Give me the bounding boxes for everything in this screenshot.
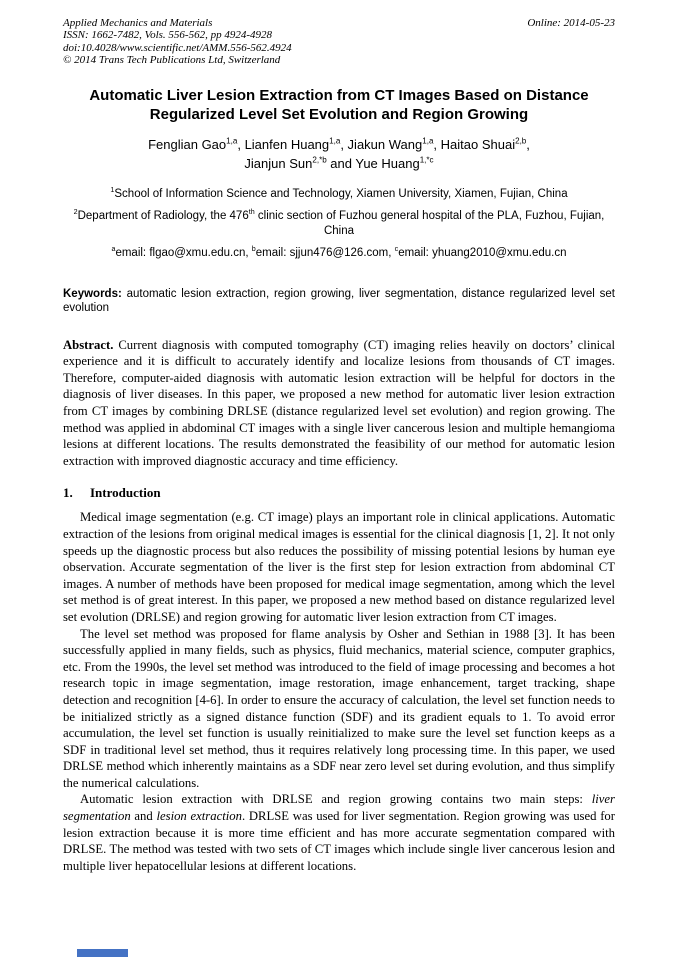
journal-doi-line: doi:10.4028/www.scientific.net/AMM.556-562.4924 (63, 41, 292, 54)
author-emails: $^a$email: flgao@xmu.edu.cn, $^b$email: sjjun476@126.com, $^c$email: yhuang2010@xmu.edu.cn (111, 245, 567, 260)
section-number: 1. (63, 485, 73, 501)
journal-header (63, 17, 615, 67)
journal-header-left (63, 17, 292, 67)
intro-paragraph-1: Medical image segmentation (e.g. CT image) plays an important role in clinical applications. Automatic extraction of the lesions from original medical images is essential for the clinical diagnosis [1, 2]. It not only speeds up the diagnostic process but also reduces the possibility of missing potential lesions by human eye observation. Accurate segmentation of the liver is the first step for lesion extraction from abdominal CT images. A number of methods have been proposed for medical image segmentation, among which the level set method is of great interest. In this paper, we proposed a new method based on distance regularized level set evolution (DRLSE) and region growing for automatic liver lesion extraction from CT images. (63, 510, 615, 624)
affiliation-2: $^2$Department of Radiology, the 476th clinic section of Fuzhou general hospital of the PLA, Fuzhou, Fujian, China (73, 208, 605, 237)
paper-title: Automatic Liver Lesion Extraction from CT Images Based on Distance Regularized Level Set Evolution and Region Growing (89, 86, 589, 124)
journal-name: Applied Mechanics and Materials (63, 17, 213, 29)
intro-paragraph-2: The level set method was proposed for flame analysis by Osher and Sethian in 1988 [3]. It has been successfully applied in many fields, such as physics, fluid mechanics, material science, computer graphics, etc. From the 1990s, the level set method was introduced to the field of image processing and becomes a hot research topic in image segmentation, image restoration, image enhancement, target tracking, shape detection and recognition [4-6]. In order to ensure the accuracy of calculation, the level set function needs to be initialized strictly as a signed distance function (SDF) and its gradient equals to 1. To avoid error accumulation, the level set function is usually reinitialized to make sure the level set function keeps as a SDF in traditional level set method, thus it requires relatively long processing time. In this paper, we used DRLSE method which inherently maintains as a SDF near zero level set during evolution, and thus simplify the numerical calculations. (63, 626, 615, 790)
online-date: Online: 2014-05-23 (527, 17, 615, 29)
authors-line-2: Jianjun Sun$^{2,*b}$ and Yue Huang$^{1,*c}$ (244, 155, 434, 171)
section-title: Introduction (90, 485, 161, 501)
abstract-paragraph: Abstract. Current diagnosis with computed tomography (CT) imaging relies heavily on doctors’ clinical experience and it is difficult to accurately identify and localize lesions from thousands of CT images. Therefore, computer-aided diagnosis with automatic lesion extraction will be helpful for doctors in the diagnosis of liver diseases. In this paper, we proposed a new method for automatic liver lesion extraction from CT images by combining DRLSE (distance regularized level set evolution) and region growing. The method was applied in abdominal CT images with a single liver cancerous lesion and multiple hemangioma lesions at different locations. The results demonstrated the feasibility of our method for automatic lesion extraction with improved diagnostic accuracy and time efficiency. (63, 337, 615, 468)
authors-line-1: Fenglian Gao$^{1,a}$, Lianfen Huang$^{1,a}$, Jiakun Wang$^{1,a}$, Haitao Shuai$^{2,b}$, (148, 136, 530, 152)
affiliation-1: $^1$School of Information Science and Technology, Xiamen University, Xiamen, Fujian, China (110, 185, 568, 200)
keywords-line: Keywords: automatic lesion extraction, region growing, liver segmentation, distance regularized level set evolution (63, 287, 615, 315)
footer-link-bar (77, 949, 128, 957)
section-heading-introduction (63, 485, 615, 501)
journal-issn-line: ISSN: 1662-7482, Vols. 556-562, pp 4924-4928 (63, 29, 272, 42)
intro-paragraph-3: Automatic lesion extraction with DRLSE and region growing contains two main steps: liver segmentation and lesion extraction. DRLSE was used for liver segmentation. Region growing was used for lesion extraction because it is more time efficient and has more accurate segmentation compared with DRLSE. The method was tested with two sets of CT images which include single liver cancerous lesion and multiple liver hepatocellular lesions at different locations. (63, 792, 615, 873)
journal-copyright-line: © 2014 Trans Tech Publications Ltd, Switzerland (63, 54, 281, 67)
